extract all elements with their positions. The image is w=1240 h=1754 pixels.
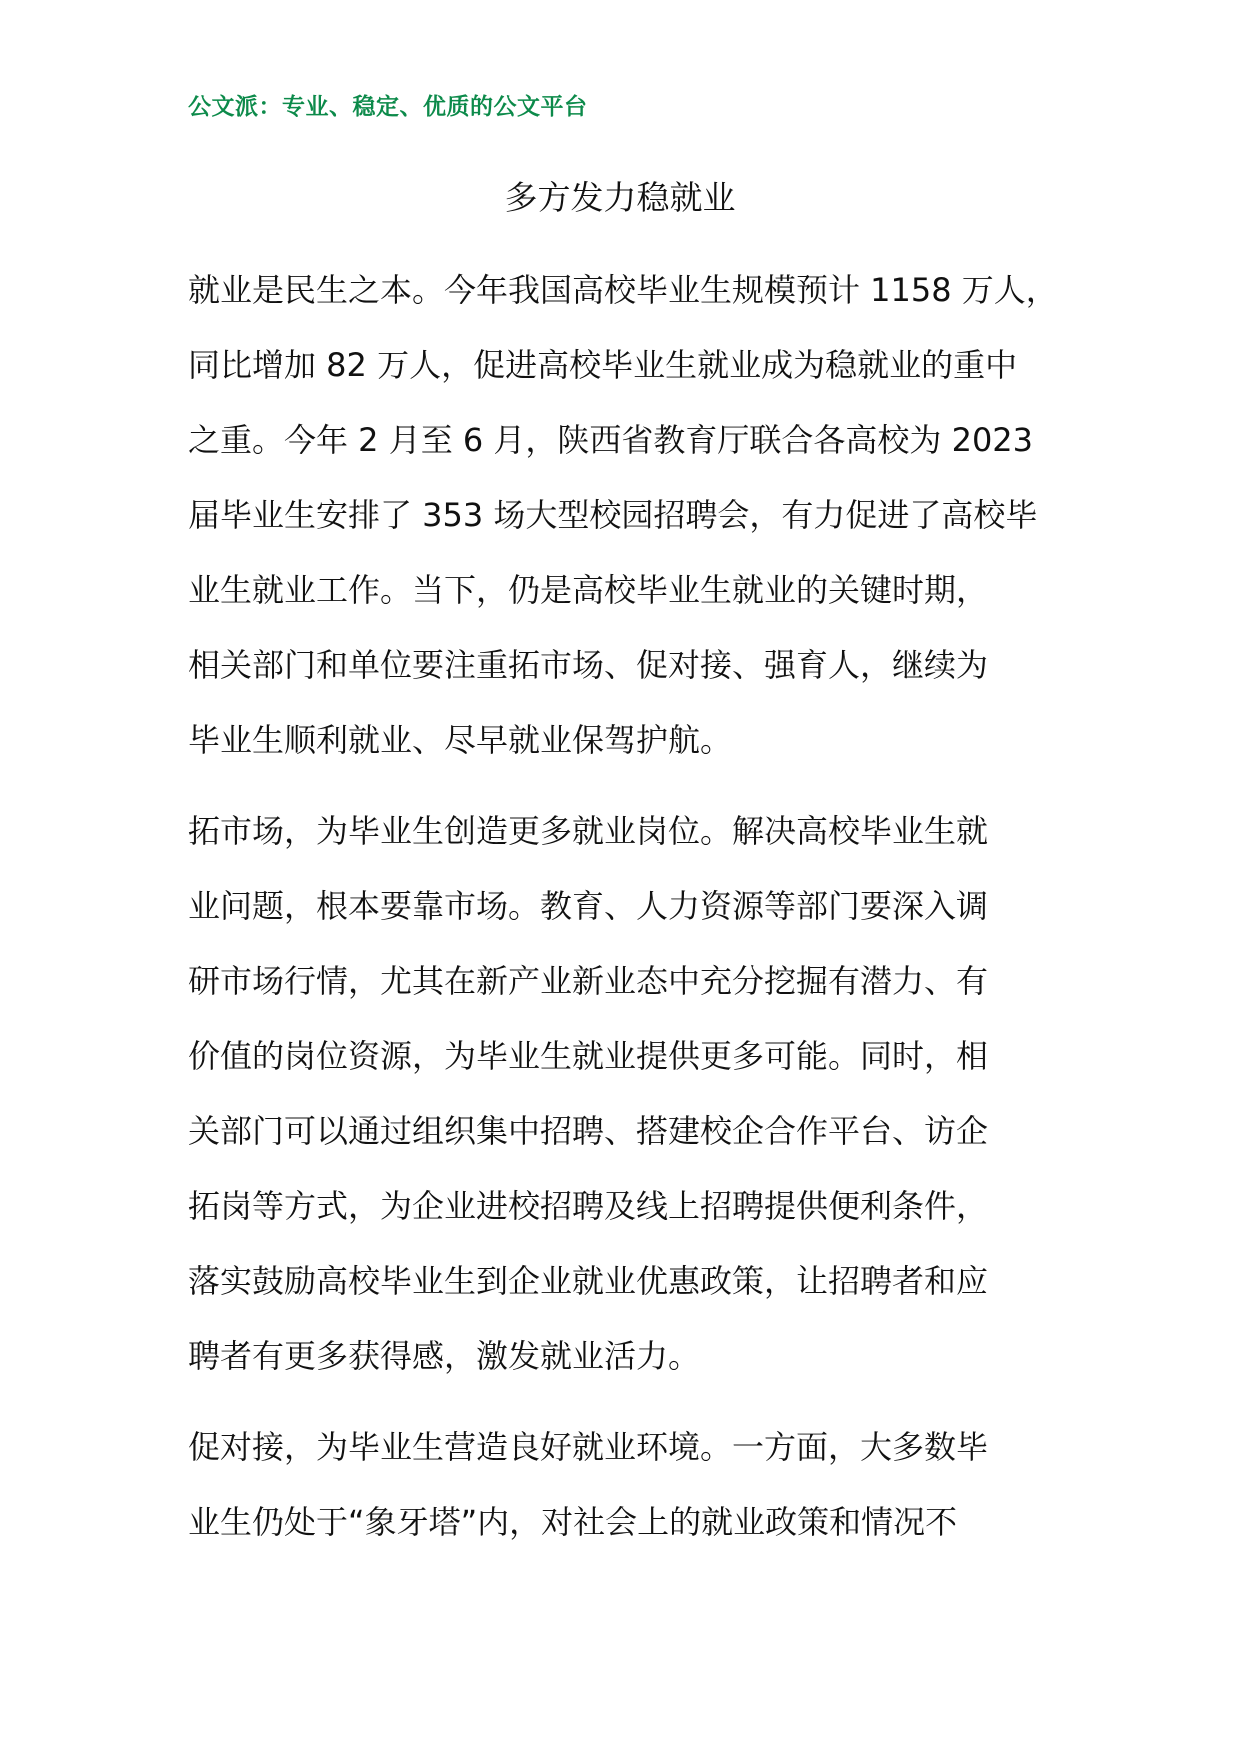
text-line: 之重。今年 2 月至 6 月，陕西省教育厅联合各高校为 2023 (188, 421, 1034, 459)
text-line: 拓岗等方式，为企业进校招聘及线上招聘提供便利条件， (188, 1187, 989, 1225)
paragraph-1 (188, 253, 1088, 778)
text-line: 毕业生顺利就业、尽早就业保驾护航。 (188, 721, 733, 759)
text-line: 就业是民生之本。今年我国高校毕业生规模预计 1158 万人， (188, 271, 1058, 309)
text-line: 业生仍处于“象牙塔”内，对社会上的就业政策和情况不 (188, 1503, 958, 1541)
text-line: 研市场行情，尤其在新产业新业态中充分挖掘有潜力、有 (188, 962, 989, 1000)
text-line: 届毕业生安排了 353 场大型校园招聘会，有力促进了高校毕 (188, 496, 1038, 534)
paragraph-2 (188, 794, 1088, 1394)
text-line: 相关部门和单位要注重拓市场、促对接、强育人，继续为 (188, 646, 989, 684)
text-line: 业生就业工作。当下，仍是高校毕业生就业的关键时期， (188, 571, 989, 609)
text-line: 同比增加 82 万人，促进高校毕业生就业成为稳就业的重中 (188, 346, 1018, 384)
brand-header: 公文派：专业、稳定、优质的公文平台 (188, 94, 588, 120)
paragraph-3 (188, 1410, 1088, 1560)
document-body (188, 253, 1088, 1576)
text-line: 聘者有更多获得感，激发就业活力。 (188, 1337, 701, 1375)
text-line: 价值的岗位资源，为毕业生就业提供更多可能。同时，相 (188, 1037, 989, 1075)
text-line: 关部门可以通过组织集中招聘、搭建校企合作平台、访企 (188, 1112, 989, 1150)
text-line: 拓市场，为毕业生创造更多就业岗位。解决高校毕业生就 (188, 812, 989, 850)
text-line: 业问题，根本要靠市场。教育、人力资源等部门要深入调 (188, 887, 989, 925)
text-line: 落实鼓励高校毕业生到企业就业优惠政策，让招聘者和应 (188, 1262, 989, 1300)
document-title: 多方发力稳就业 (504, 178, 736, 217)
text-line: 促对接，为毕业生营造良好就业环境。一方面，大多数毕 (188, 1428, 989, 1466)
